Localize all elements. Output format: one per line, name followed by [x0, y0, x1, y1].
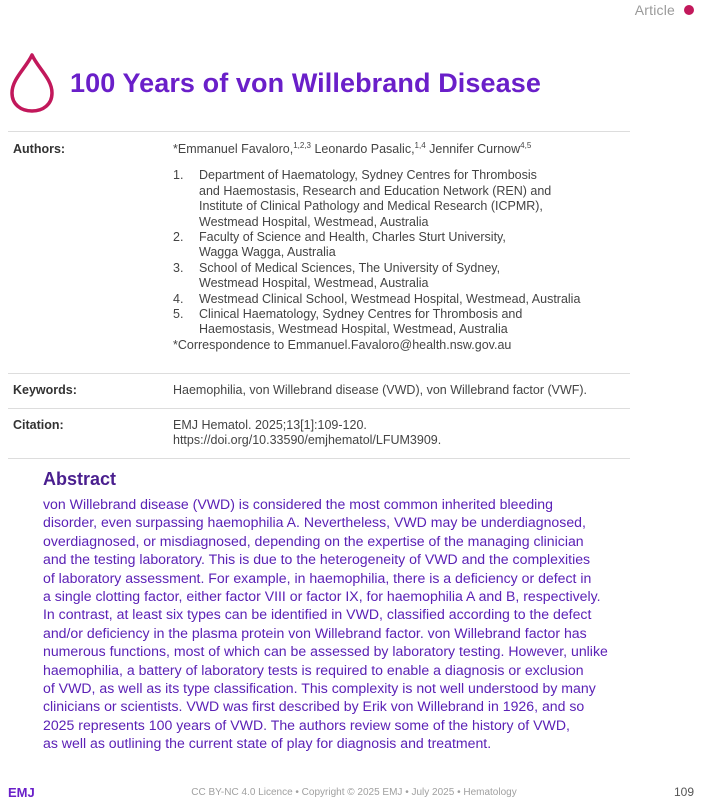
authors-line — [173, 142, 630, 157]
emj-logo: EMJ — [8, 785, 35, 800]
affiliation-item — [173, 168, 630, 230]
page-title: 100 Years of von Willebrand Disease — [70, 67, 541, 98]
affiliation-item — [173, 292, 630, 307]
affiliation-number: 4. — [173, 291, 184, 306]
affiliation-item — [173, 307, 630, 338]
author-name: Leonardo Pasalic, — [311, 142, 415, 156]
title-row — [8, 52, 541, 114]
affiliation-text: Clinical Haematology, Sydney Centres for Thrombosis and Haemostasis, Westmead Hospital, Westmead, Australia — [199, 307, 523, 337]
keywords-row — [8, 374, 630, 409]
correspondence-email[interactable]: *Correspondence to Emmanuel.Favaloro@health.nsw.gov.au — [173, 337, 512, 352]
drop-icon — [8, 52, 56, 114]
article-dot-icon — [684, 5, 694, 15]
citation-value — [173, 418, 630, 458]
citation-doi-link[interactable]: https://doi.org/10.33590/emjhematol/LFUM3909. — [173, 433, 442, 448]
affiliation-text: School of Medical Sciences, The University of Sydney, Westmead Hospital, Westmead, Australia — [199, 260, 501, 291]
authors-row — [8, 132, 630, 374]
affiliation-text: Faculty of Science and Health, Charles Sturt University, Wagga Wagga, Australia — [199, 230, 506, 260]
affiliation-number: 2. — [173, 230, 184, 245]
abstract-body: von Willebrand disease (VWD) is considered the most common inherited bleeding disorder, even surpassing haemophilia A. Nevertheless, VWD may be underdiagnosed, overdiagnosed, or misdiagnosed, depending on the expertise of the managing clinician and the testing laboratory. This is due to the heterogeneity of VWD and the complexities of laboratory assessment. For example, in haemophilia, there is a deficiency or defect in a single clotting factor, either factor VIII or factor IX, for haemophilia A and B, respectively. In contrast, at least six types can be identified in VWD, classified according to the defect and/or deficiency in the plasma protein von Willebrand factor. von Willebrand factor has numerous functions, most of which can be assessed by laboratory testing. However, unlike haemophilia, a battery of laboratory tests is required to enable a diagnosis or exclusion of VWD, as well as its type classification. This complexity is not well understood by many clinicians or scientists. VWD was first described by Erik von Willebrand in 1926, and so 2025 represents 100 years of VWD. The authors review some of the history of VWD, as well as outlining the current state of play for diagnosis and treatment. — [43, 496, 608, 752]
affiliation-list — [173, 168, 630, 337]
affiliation-text: Westmead Clinical School, Westmead Hospital, Westmead, Australia — [199, 291, 581, 306]
citation-label: Citation: — [13, 418, 64, 432]
citation-row — [8, 409, 630, 459]
article-type-tag — [635, 2, 694, 18]
affiliation-number: 1. — [173, 168, 184, 183]
affiliation-item — [173, 261, 630, 292]
affiliation-text: Department of Haematology, Sydney Centres for Thrombosis and Haemostasis, Research and Education Network (REN) and Institute of Clinical Pathology and Medical Research (ICPMR), Westmead Hospital, Westmead, Australia — [199, 168, 552, 229]
abstract-heading: Abstract — [43, 469, 117, 489]
article-metadata — [8, 131, 630, 459]
author-name: *Emmanuel Favaloro, — [173, 142, 294, 156]
authors-label: Authors: — [13, 142, 66, 156]
affiliation-number: 5. — [173, 307, 184, 322]
author-affiliation-marks: 4,5 — [520, 140, 532, 150]
citation-reference: EMJ Hematol. 2025;13[1]:109-120. — [173, 418, 367, 432]
footer-licence-info: CC BY-NC 4.0 Licence • Copyright © 2025 EMJ • July 2025 • Hematology — [191, 787, 517, 798]
affiliation-item — [173, 230, 630, 261]
author-affiliation-marks: 1,4 — [414, 140, 426, 150]
page-footer — [0, 784, 708, 800]
page-number: 109 — [673, 785, 694, 799]
author-name: Jennifer Curnow — [425, 142, 521, 156]
keywords-value: Haemophilia, von Willebrand disease (VWD), von Willebrand factor (VWF). — [173, 383, 588, 397]
article-type-label: Article — [634, 2, 675, 18]
author-affiliation-marks: 1,2,3 — [293, 140, 311, 150]
authors-block — [173, 142, 630, 373]
keywords-label: Keywords: — [13, 383, 77, 397]
affiliation-number: 3. — [173, 260, 184, 275]
